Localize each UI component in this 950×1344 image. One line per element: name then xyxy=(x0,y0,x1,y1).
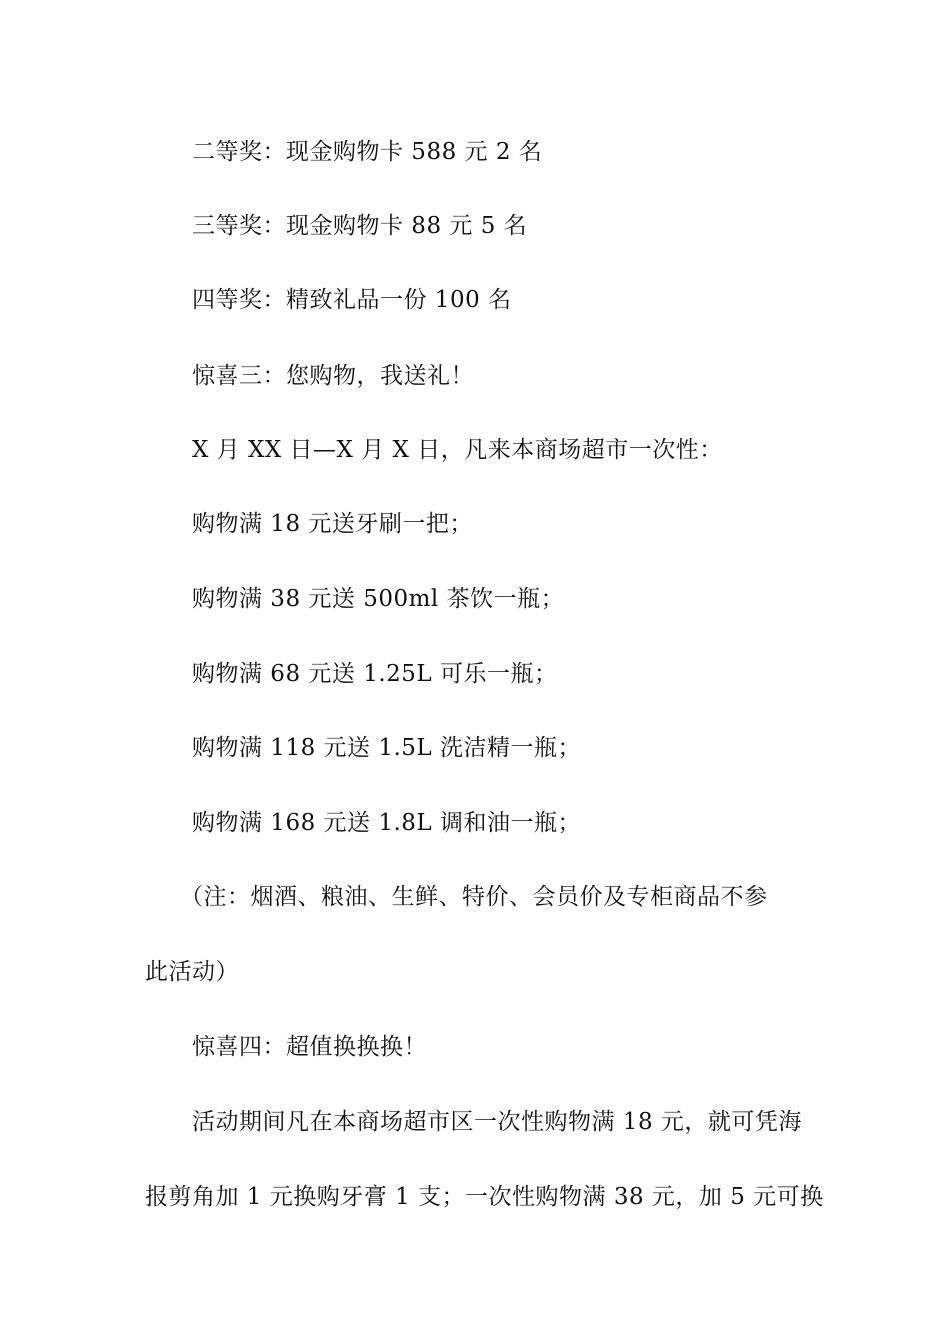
surprise-three-heading: 惊喜三：您购物，我送礼！ xyxy=(192,363,474,389)
surprise-four-heading: 惊喜四：超值换换换！ xyxy=(192,1034,427,1060)
prize-fourth-line: 四等奖：精致礼品一份 100 名 xyxy=(192,287,512,313)
prize-second-line: 二等奖：现金购物卡 588 元 2 名 xyxy=(192,139,543,165)
gift-tier-38: 购物满 38 元送 500ml 茶饮一瓶； xyxy=(192,586,565,612)
note-line-2: 此活动） xyxy=(145,959,239,985)
note-line-1: （注：烟酒、粮油、生鲜、特价、会员价及专柜商品不参 xyxy=(180,884,768,910)
date-range-line: X 月 XX 日—X 月 X 日，凡来本商场超市一次性： xyxy=(192,437,723,463)
prize-third-line: 三等奖：现金购物卡 88 元 5 名 xyxy=(192,213,528,239)
gift-tier-68: 购物满 68 元送 1.25L 可乐一瓶； xyxy=(192,661,558,687)
gift-tier-168: 购物满 168 元送 1.8L 调和油一瓶； xyxy=(192,810,581,836)
gift-tier-18: 购物满 18 元送牙刷一把； xyxy=(192,511,473,537)
gift-tier-118: 购物满 118 元送 1.5L 洗洁精一瓶； xyxy=(192,735,581,761)
exchange-paragraph-line-1: 活动期间凡在本商场超市区一次性购物满 18 元，就可凭海 xyxy=(192,1109,802,1135)
exchange-paragraph-line-2: 报剪角加 1 元换购牙膏 1 支；一次性购物满 38 元，加 5 元可换 xyxy=(145,1184,824,1210)
